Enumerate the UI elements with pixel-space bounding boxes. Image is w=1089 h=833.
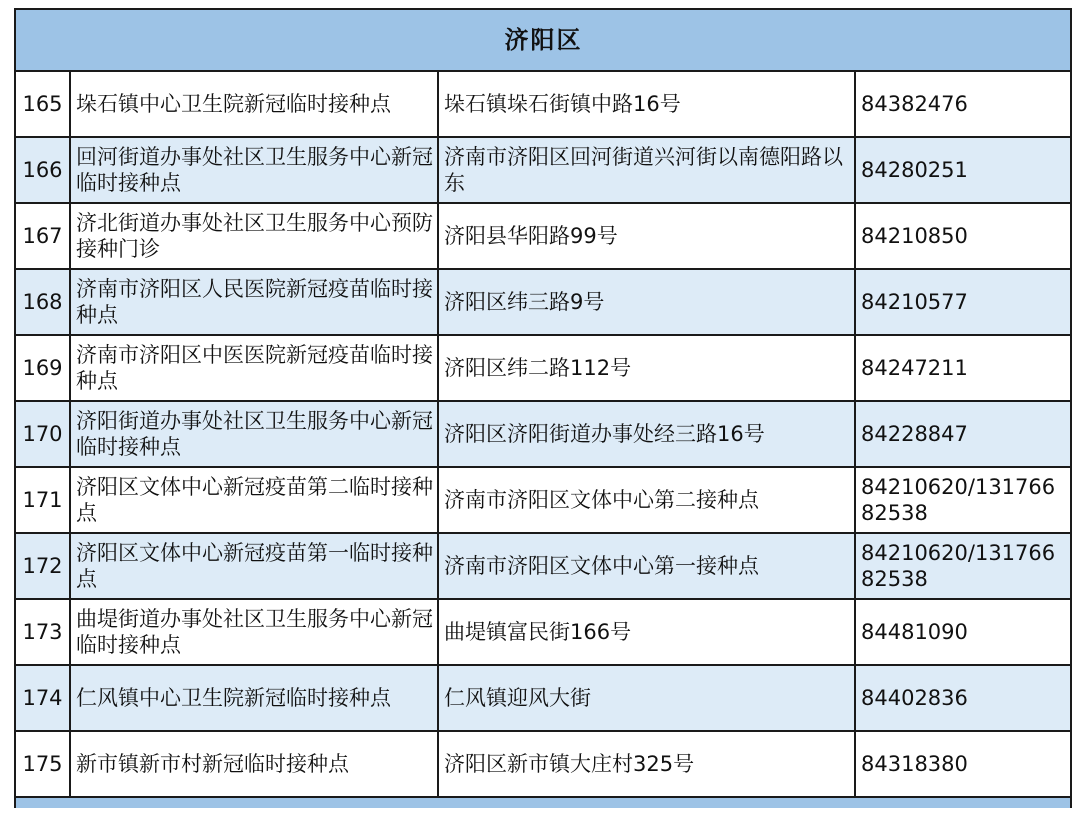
- site-name-cell: 济阳街道办事处社区卫生服务中心新冠临时接种点: [70, 401, 438, 467]
- site-address-cell: 垛石镇垛石街镇中路16号: [438, 71, 855, 137]
- row-number-cell: 168: [15, 269, 70, 335]
- site-name-cell: 济阳区文体中心新冠疫苗第二临时接种点: [70, 467, 438, 533]
- site-name-cell: 回河街道办事处社区卫生服务中心新冠临时接种点: [70, 137, 438, 203]
- table-row: [15, 665, 1071, 731]
- site-address-cell: 济南市济阳区文体中心第二接种点: [438, 467, 855, 533]
- site-name-cell: 济南市济阳区人民医院新冠疫苗临时接种点: [70, 269, 438, 335]
- table-row: [15, 599, 1071, 665]
- row-number-cell: 175: [15, 731, 70, 797]
- site-phone-cell: 84481090: [855, 599, 1071, 665]
- district-title: 济阳区: [15, 9, 1071, 71]
- table-row: [15, 335, 1071, 401]
- row-number-cell: 165: [15, 71, 70, 137]
- site-phone-cell: 84210850: [855, 203, 1071, 269]
- table-row: [15, 71, 1071, 137]
- site-name-cell: 新市镇新市村新冠临时接种点: [70, 731, 438, 797]
- table-row: [15, 401, 1071, 467]
- row-number-cell: 167: [15, 203, 70, 269]
- vaccination-sites-table: [14, 8, 1072, 808]
- table-row: [15, 731, 1071, 797]
- row-number-cell: 171: [15, 467, 70, 533]
- site-address-cell: 济阳县华阳路99号: [438, 203, 855, 269]
- table-row: [15, 269, 1071, 335]
- table-row: [15, 533, 1071, 599]
- row-number-cell: 169: [15, 335, 70, 401]
- site-name-cell: 垛石镇中心卫生院新冠临时接种点: [70, 71, 438, 137]
- site-phone-cell: 84210620/13176682538: [855, 467, 1071, 533]
- site-address-cell: 济阳区纬二路112号: [438, 335, 855, 401]
- site-address-cell: 济南市济阳区回河街道兴河街以南德阳路以东: [438, 137, 855, 203]
- row-number-cell: 174: [15, 665, 70, 731]
- site-address-cell: 济阳区纬三路9号: [438, 269, 855, 335]
- site-name-cell: 济阳区文体中心新冠疫苗第一临时接种点: [70, 533, 438, 599]
- site-address-cell: 曲堤镇富民街166号: [438, 599, 855, 665]
- site-phone-cell: 84210577: [855, 269, 1071, 335]
- row-number-cell: 173: [15, 599, 70, 665]
- district-header-row: [15, 9, 1071, 71]
- site-address-cell: 济阳区新市镇大庄村325号: [438, 731, 855, 797]
- site-phone-cell: 84318380: [855, 731, 1071, 797]
- site-address-cell: 仁风镇迎风大街: [438, 665, 855, 731]
- site-name-cell: 仁风镇中心卫生院新冠临时接种点: [70, 665, 438, 731]
- site-address-cell: 济阳区济阳街道办事处经三路16号: [438, 401, 855, 467]
- table-row: [15, 137, 1071, 203]
- row-number-cell: 166: [15, 137, 70, 203]
- site-address-cell: 济南市济阳区文体中心第一接种点: [438, 533, 855, 599]
- next-section-header-strip: [15, 797, 1071, 808]
- site-phone-cell: 84228847: [855, 401, 1071, 467]
- row-number-cell: 170: [15, 401, 70, 467]
- table-row: [15, 467, 1071, 533]
- site-phone-cell: 84210620/13176682538: [855, 533, 1071, 599]
- next-section-header-cell: [15, 797, 1071, 808]
- site-name-cell: 济北街道办事处社区卫生服务中心预防接种门诊: [70, 203, 438, 269]
- site-name-cell: 济南市济阳区中医医院新冠疫苗临时接种点: [70, 335, 438, 401]
- row-number-cell: 172: [15, 533, 70, 599]
- site-phone-cell: 84280251: [855, 137, 1071, 203]
- table-body: [15, 9, 1071, 808]
- site-phone-cell: 84382476: [855, 71, 1071, 137]
- site-phone-cell: 84402836: [855, 665, 1071, 731]
- table-row: [15, 203, 1071, 269]
- site-phone-cell: 84247211: [855, 335, 1071, 401]
- site-name-cell: 曲堤街道办事处社区卫生服务中心新冠临时接种点: [70, 599, 438, 665]
